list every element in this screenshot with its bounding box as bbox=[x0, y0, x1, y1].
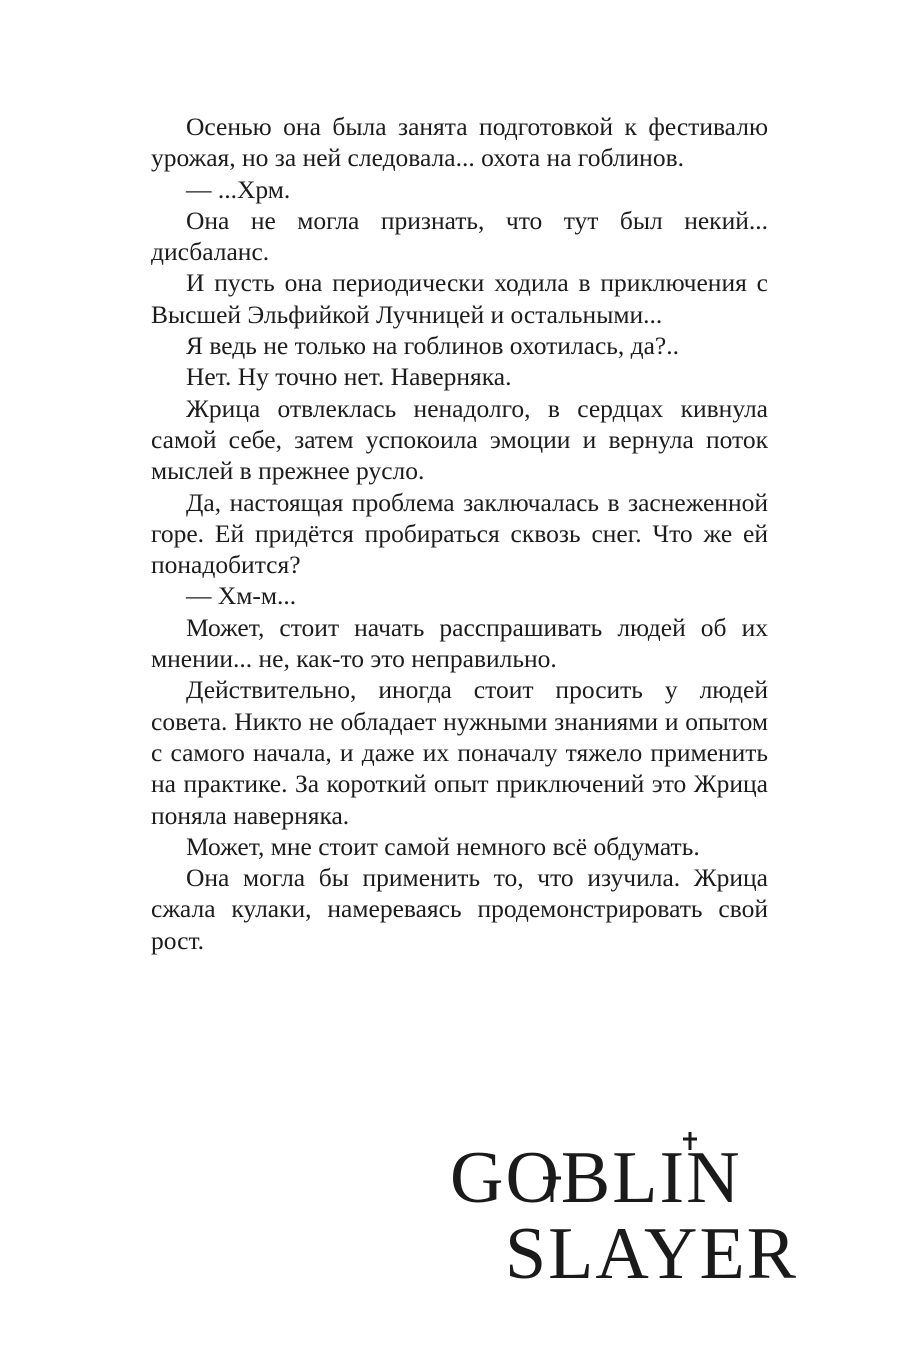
paragraph: Действительно, иногда стоит просить у людей совета. Никто не обладает нужными знаниями и опытом с самого начала, и даже их поначалу тяжело применить на практике. За короткий опыт приключений это Жрица поняла наверняка. bbox=[151, 675, 768, 830]
logo-line-2: SLAYER bbox=[505, 1213, 799, 1290]
paragraph: Может, мне стоит самой немного всё обдумать. bbox=[186, 831, 700, 861]
paragraph: Осенью она была занята подготовкой к фестивалю урожая, но за ней следовала... охота на гоблинов. bbox=[151, 112, 768, 173]
paragraph: — Хм-м... bbox=[186, 581, 297, 611]
paragraph: И пусть она периодически ходила в приключения с Высшей Эльфийкой Лучницей и остальными... bbox=[151, 268, 768, 329]
paragraph: — ...Хрм. bbox=[186, 174, 291, 204]
goblin-slayer-logo bbox=[450, 1130, 830, 1290]
paragraph: Я ведь не только на гоблинов охотилась, да?.. bbox=[186, 331, 680, 361]
logo-line-1: GOBLIN bbox=[450, 1137, 742, 1219]
paragraph: Да, настоящая проблема заключалась в заснеженной горе. Ей придётся пробираться сквозь снег. Что же ей понадобится? bbox=[151, 487, 768, 580]
body-text bbox=[151, 111, 768, 956]
paragraph: Нет. Ну точно нет. Наверняка. bbox=[186, 362, 512, 392]
paragraph: Может, стоит начать расспрашивать людей об их мнении... не, как-то это неправильно. bbox=[151, 612, 768, 674]
paragraph: Она могла бы применить то, что изучила. Жрица сжала кулаки, намереваясь продемонстрировать свой рост. bbox=[151, 863, 768, 955]
paragraph: Она не могла признать, что тут был некий... дисбаланс. bbox=[151, 205, 768, 267]
paragraph: Жрица отвлеклась ненадолго, в сердцах кивнула самой себе, затем успокоила эмоции и вернула поток мыслей в прежнее русло. bbox=[151, 393, 768, 486]
